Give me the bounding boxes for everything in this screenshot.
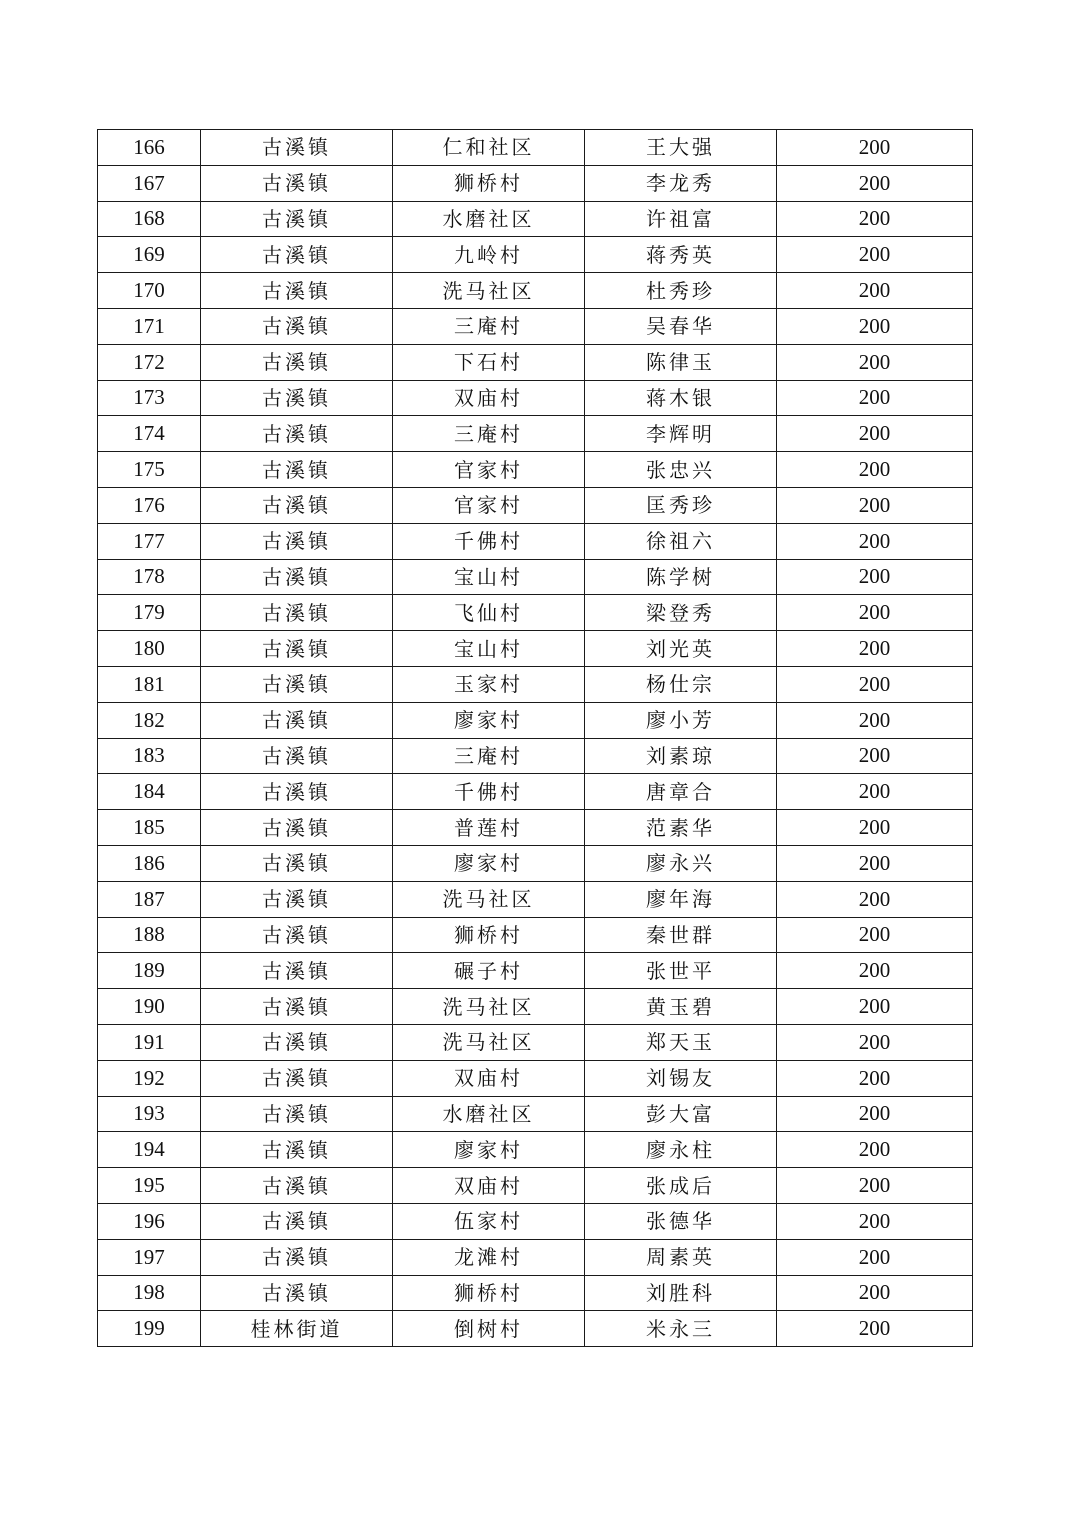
table-row <box>98 1132 973 1168</box>
cell-amount: 200 <box>777 308 973 344</box>
cell-amount: 200 <box>777 201 973 237</box>
cell-town: 古溪镇 <box>201 237 393 273</box>
table-row <box>98 595 973 631</box>
cell-serial-number: 170 <box>98 273 201 309</box>
cell-town: 古溪镇 <box>201 595 393 631</box>
cell-amount: 200 <box>777 1060 973 1096</box>
cell-town: 古溪镇 <box>201 1203 393 1239</box>
cell-village: 官家村 <box>393 452 585 488</box>
cell-town: 古溪镇 <box>201 452 393 488</box>
cell-village: 倒树村 <box>393 1311 585 1347</box>
cell-person-name: 张德华 <box>585 1203 777 1239</box>
table-row <box>98 738 973 774</box>
cell-serial-number: 199 <box>98 1311 201 1347</box>
cell-village: 廖家村 <box>393 845 585 881</box>
cell-amount: 200 <box>777 738 973 774</box>
cell-serial-number: 194 <box>98 1132 201 1168</box>
table-row <box>98 631 973 667</box>
cell-amount: 200 <box>777 380 973 416</box>
cell-town: 古溪镇 <box>201 344 393 380</box>
cell-serial-number: 166 <box>98 130 201 166</box>
cell-amount: 200 <box>777 845 973 881</box>
cell-town: 古溪镇 <box>201 1024 393 1060</box>
cell-person-name: 张忠兴 <box>585 452 777 488</box>
table-body <box>98 130 973 1347</box>
cell-village: 千佛村 <box>393 523 585 559</box>
cell-village: 三庵村 <box>393 738 585 774</box>
cell-person-name: 范素华 <box>585 810 777 846</box>
cell-person-name: 刘胜科 <box>585 1275 777 1311</box>
cell-person-name: 陈律玉 <box>585 344 777 380</box>
cell-town: 古溪镇 <box>201 273 393 309</box>
cell-amount: 200 <box>777 1168 973 1204</box>
cell-serial-number: 198 <box>98 1275 201 1311</box>
cell-village: 水磨社区 <box>393 201 585 237</box>
cell-town: 古溪镇 <box>201 165 393 201</box>
cell-amount: 200 <box>777 237 973 273</box>
cell-amount: 200 <box>777 344 973 380</box>
table-row <box>98 523 973 559</box>
cell-amount: 200 <box>777 989 973 1025</box>
cell-town: 古溪镇 <box>201 1132 393 1168</box>
cell-village: 双庙村 <box>393 380 585 416</box>
cell-town: 古溪镇 <box>201 559 393 595</box>
cell-village: 普莲村 <box>393 810 585 846</box>
cell-town: 古溪镇 <box>201 380 393 416</box>
cell-amount: 200 <box>777 452 973 488</box>
roster-table <box>97 129 973 1347</box>
table-row <box>98 130 973 166</box>
cell-serial-number: 184 <box>98 774 201 810</box>
cell-person-name: 刘光英 <box>585 631 777 667</box>
cell-amount: 200 <box>777 810 973 846</box>
cell-serial-number: 190 <box>98 989 201 1025</box>
cell-town: 古溪镇 <box>201 416 393 452</box>
cell-town: 古溪镇 <box>201 666 393 702</box>
cell-village: 官家村 <box>393 487 585 523</box>
cell-town: 古溪镇 <box>201 130 393 166</box>
table-row <box>98 344 973 380</box>
cell-village: 玉家村 <box>393 666 585 702</box>
cell-person-name: 匡秀珍 <box>585 487 777 523</box>
table-row <box>98 416 973 452</box>
cell-village: 双庙村 <box>393 1168 585 1204</box>
cell-person-name: 廖永柱 <box>585 1132 777 1168</box>
cell-person-name: 李龙秀 <box>585 165 777 201</box>
cell-person-name: 张成后 <box>585 1168 777 1204</box>
cell-town: 古溪镇 <box>201 1060 393 1096</box>
cell-amount: 200 <box>777 487 973 523</box>
cell-person-name: 陈学树 <box>585 559 777 595</box>
cell-serial-number: 168 <box>98 201 201 237</box>
cell-amount: 200 <box>777 559 973 595</box>
cell-person-name: 徐祖六 <box>585 523 777 559</box>
table-row <box>98 559 973 595</box>
table-row <box>98 810 973 846</box>
cell-amount: 200 <box>777 1239 973 1275</box>
cell-person-name: 蒋秀英 <box>585 237 777 273</box>
table-row <box>98 953 973 989</box>
table-row <box>98 487 973 523</box>
cell-village: 洗马社区 <box>393 989 585 1025</box>
cell-amount: 200 <box>777 1311 973 1347</box>
table-row <box>98 774 973 810</box>
cell-town: 古溪镇 <box>201 201 393 237</box>
cell-village: 双庙村 <box>393 1060 585 1096</box>
cell-serial-number: 178 <box>98 559 201 595</box>
cell-amount: 200 <box>777 631 973 667</box>
cell-serial-number: 175 <box>98 452 201 488</box>
cell-serial-number: 180 <box>98 631 201 667</box>
table-row <box>98 702 973 738</box>
cell-amount: 200 <box>777 416 973 452</box>
cell-serial-number: 191 <box>98 1024 201 1060</box>
cell-person-name: 廖小芳 <box>585 702 777 738</box>
cell-serial-number: 171 <box>98 308 201 344</box>
cell-serial-number: 189 <box>98 953 201 989</box>
cell-amount: 200 <box>777 1132 973 1168</box>
cell-person-name: 李辉明 <box>585 416 777 452</box>
cell-amount: 200 <box>777 273 973 309</box>
table-row <box>98 666 973 702</box>
table-row <box>98 1203 973 1239</box>
cell-serial-number: 174 <box>98 416 201 452</box>
table-row <box>98 1311 973 1347</box>
cell-village: 狮桥村 <box>393 1275 585 1311</box>
table-row <box>98 1060 973 1096</box>
table-row <box>98 989 973 1025</box>
cell-person-name: 杜秀珍 <box>585 273 777 309</box>
cell-amount: 200 <box>777 953 973 989</box>
cell-village: 九岭村 <box>393 237 585 273</box>
cell-serial-number: 169 <box>98 237 201 273</box>
cell-person-name: 吴春华 <box>585 308 777 344</box>
cell-serial-number: 188 <box>98 917 201 953</box>
cell-village: 宝山村 <box>393 631 585 667</box>
cell-person-name: 梁登秀 <box>585 595 777 631</box>
cell-serial-number: 183 <box>98 738 201 774</box>
cell-person-name: 唐章合 <box>585 774 777 810</box>
cell-serial-number: 196 <box>98 1203 201 1239</box>
cell-serial-number: 193 <box>98 1096 201 1132</box>
table-row <box>98 917 973 953</box>
table-row <box>98 273 973 309</box>
cell-person-name: 刘锡友 <box>585 1060 777 1096</box>
cell-person-name: 郑天玉 <box>585 1024 777 1060</box>
cell-town: 古溪镇 <box>201 810 393 846</box>
table-row <box>98 308 973 344</box>
table-row <box>98 452 973 488</box>
cell-town: 古溪镇 <box>201 1168 393 1204</box>
cell-village: 千佛村 <box>393 774 585 810</box>
cell-amount: 200 <box>777 774 973 810</box>
table-row <box>98 165 973 201</box>
cell-village: 碾子村 <box>393 953 585 989</box>
cell-town: 古溪镇 <box>201 631 393 667</box>
cell-amount: 200 <box>777 881 973 917</box>
cell-town: 古溪镇 <box>201 308 393 344</box>
cell-serial-number: 167 <box>98 165 201 201</box>
cell-town: 古溪镇 <box>201 702 393 738</box>
cell-serial-number: 179 <box>98 595 201 631</box>
cell-village: 飞仙村 <box>393 595 585 631</box>
cell-serial-number: 176 <box>98 487 201 523</box>
table-row <box>98 881 973 917</box>
table-row <box>98 1275 973 1311</box>
cell-village: 狮桥村 <box>393 917 585 953</box>
cell-village: 水磨社区 <box>393 1096 585 1132</box>
cell-village: 三庵村 <box>393 416 585 452</box>
cell-person-name: 蒋木银 <box>585 380 777 416</box>
cell-serial-number: 181 <box>98 666 201 702</box>
cell-town: 古溪镇 <box>201 989 393 1025</box>
cell-serial-number: 182 <box>98 702 201 738</box>
cell-town: 古溪镇 <box>201 487 393 523</box>
cell-town: 古溪镇 <box>201 1275 393 1311</box>
cell-town: 古溪镇 <box>201 917 393 953</box>
cell-person-name: 秦世群 <box>585 917 777 953</box>
cell-town: 古溪镇 <box>201 774 393 810</box>
table-row <box>98 380 973 416</box>
cell-village: 三庵村 <box>393 308 585 344</box>
table-row <box>98 1168 973 1204</box>
cell-amount: 200 <box>777 1275 973 1311</box>
table-row <box>98 1239 973 1275</box>
cell-amount: 200 <box>777 666 973 702</box>
cell-person-name: 廖永兴 <box>585 845 777 881</box>
cell-town: 古溪镇 <box>201 1096 393 1132</box>
cell-town: 古溪镇 <box>201 953 393 989</box>
cell-village: 狮桥村 <box>393 165 585 201</box>
cell-town: 古溪镇 <box>201 738 393 774</box>
cell-serial-number: 185 <box>98 810 201 846</box>
cell-amount: 200 <box>777 523 973 559</box>
cell-village: 洗马社区 <box>393 881 585 917</box>
cell-amount: 200 <box>777 702 973 738</box>
cell-serial-number: 187 <box>98 881 201 917</box>
cell-town: 桂林街道 <box>201 1311 393 1347</box>
table-row <box>98 845 973 881</box>
cell-amount: 200 <box>777 1096 973 1132</box>
cell-person-name: 王大强 <box>585 130 777 166</box>
cell-town: 古溪镇 <box>201 881 393 917</box>
cell-person-name: 杨仕宗 <box>585 666 777 702</box>
cell-town: 古溪镇 <box>201 1239 393 1275</box>
table-row <box>98 237 973 273</box>
cell-person-name: 廖年海 <box>585 881 777 917</box>
cell-village: 仁和社区 <box>393 130 585 166</box>
cell-person-name: 彭大富 <box>585 1096 777 1132</box>
cell-village: 宝山村 <box>393 559 585 595</box>
cell-town: 古溪镇 <box>201 845 393 881</box>
cell-village: 下石村 <box>393 344 585 380</box>
cell-amount: 200 <box>777 595 973 631</box>
cell-serial-number: 172 <box>98 344 201 380</box>
cell-serial-number: 173 <box>98 380 201 416</box>
cell-village: 洗马社区 <box>393 1024 585 1060</box>
cell-village: 伍家村 <box>393 1203 585 1239</box>
cell-person-name: 许祖富 <box>585 201 777 237</box>
cell-village: 洗马社区 <box>393 273 585 309</box>
cell-village: 廖家村 <box>393 702 585 738</box>
table-row <box>98 201 973 237</box>
cell-person-name: 米永三 <box>585 1311 777 1347</box>
cell-amount: 200 <box>777 130 973 166</box>
cell-village: 廖家村 <box>393 1132 585 1168</box>
cell-person-name: 刘素琼 <box>585 738 777 774</box>
cell-village: 龙滩村 <box>393 1239 585 1275</box>
cell-amount: 200 <box>777 165 973 201</box>
cell-amount: 200 <box>777 917 973 953</box>
cell-serial-number: 177 <box>98 523 201 559</box>
table-row <box>98 1096 973 1132</box>
cell-person-name: 周素英 <box>585 1239 777 1275</box>
cell-town: 古溪镇 <box>201 523 393 559</box>
cell-serial-number: 197 <box>98 1239 201 1275</box>
cell-amount: 200 <box>777 1024 973 1060</box>
cell-amount: 200 <box>777 1203 973 1239</box>
cell-person-name: 黄玉碧 <box>585 989 777 1025</box>
cell-serial-number: 186 <box>98 845 201 881</box>
cell-person-name: 张世平 <box>585 953 777 989</box>
cell-serial-number: 195 <box>98 1168 201 1204</box>
cell-serial-number: 192 <box>98 1060 201 1096</box>
table-row <box>98 1024 973 1060</box>
